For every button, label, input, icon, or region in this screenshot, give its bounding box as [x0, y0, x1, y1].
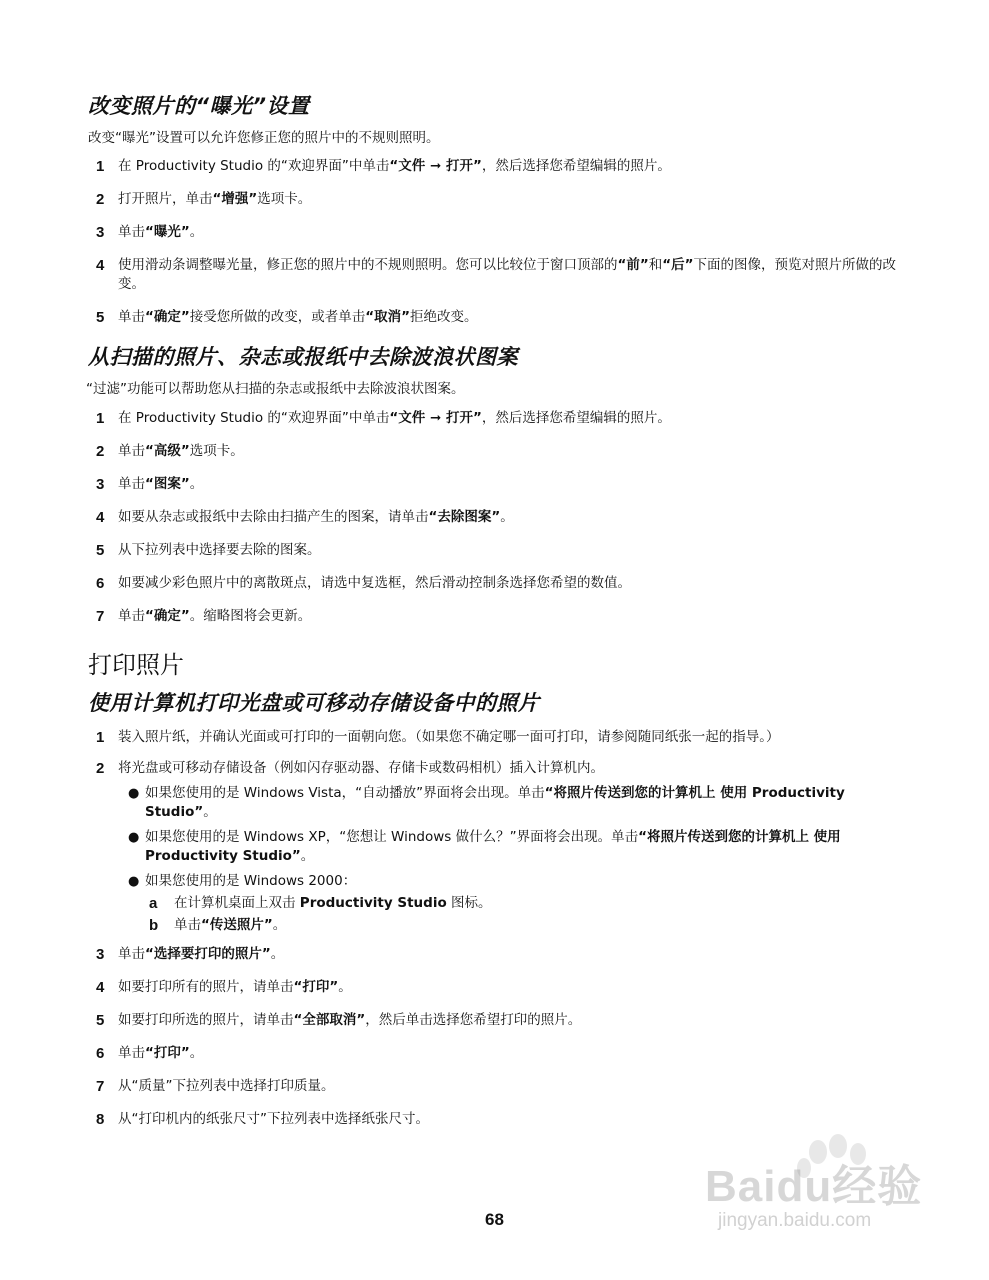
sub-step-a [145, 894, 896, 913]
step-text: 下面的图像，预览对照片所做的改变。 [118, 257, 896, 292]
step-7 [96, 607, 896, 626]
step-number: 1 [96, 158, 105, 175]
step-2 [96, 759, 896, 935]
bullet-dot: ● [128, 874, 140, 889]
sub-step-ui-label: Productivity Studio [299, 895, 447, 911]
step-1 [96, 157, 896, 176]
section-intro-pattern: “过滤”功能可以帮助您从扫描的杂志或报纸中去除波浪状图案。 [86, 381, 465, 397]
step-number: 4 [96, 257, 105, 274]
step-text: 单击 [118, 309, 145, 325]
sub-step-letter: a [149, 895, 158, 912]
step-5 [96, 541, 896, 560]
step-text: ，然后选择您希望编辑的照片。 [481, 158, 671, 174]
sub-step-letter: b [149, 917, 159, 934]
step-4 [96, 978, 896, 997]
step-5 [96, 1011, 896, 1030]
section-title-pattern: 从扫描的照片、杂志或报纸中去除波浪状图案 [88, 345, 518, 369]
sub-step-text: 。 [272, 917, 287, 933]
bullet-ui-label: “将照片传送到您的计算机上 使用 Productivity Studio” [145, 829, 841, 864]
step-number: 6 [96, 1045, 105, 1062]
step-number: 7 [96, 1078, 105, 1095]
bullet-item-2000 [118, 872, 896, 935]
step-ui-label: “高级” [145, 443, 190, 459]
section-intro-exposure: 改变“曝光”设置可以允许您修正您的照片中的不规则照明。 [88, 130, 440, 146]
step-ui-label: “增强” [212, 191, 258, 207]
bullet-dot: ● [128, 830, 140, 845]
step-number: 4 [96, 509, 105, 526]
sub-step-text: 图标。 [446, 895, 492, 911]
step-text: 单击 [118, 946, 145, 962]
step-2 [96, 190, 896, 209]
step-ui-label: “全部取消” [293, 1012, 366, 1028]
step-ui-label: “后” [662, 257, 694, 273]
bullet-text: 如果您使用的是 Windows XP，“您想让 Windows 做什么？”界面将会出现。单击 [145, 829, 639, 845]
step-1 [96, 728, 896, 747]
step-text: ，然后单击选择您希望打印的照片。 [365, 1012, 582, 1028]
step-7 [96, 1077, 896, 1096]
step-text: 打开照片，单击 [118, 191, 213, 207]
sub-step-list [145, 894, 896, 935]
step-number: 5 [96, 1012, 105, 1029]
sub-step-text: 单击 [174, 917, 201, 933]
step-ui-label: “打印” [293, 979, 339, 995]
step-number: 4 [96, 979, 105, 996]
bullet-item-xp [118, 828, 896, 866]
step-text: 单击 [118, 1045, 145, 1061]
step-ui-label: “确定” [145, 608, 190, 624]
step-number: 8 [96, 1111, 105, 1128]
step-ui-label: “前” [617, 257, 649, 273]
step-number: 1 [96, 729, 105, 746]
step-number: 3 [96, 476, 105, 493]
step-text: 选项卡。 [189, 443, 244, 459]
step-text: 。缩略图将会更新。 [189, 608, 312, 624]
step-text: 使用滑动条调整曝光量，修正您的照片中的不规则照明。您可以比较位于窗口顶部的 [118, 257, 618, 273]
sub-step-b [145, 916, 896, 935]
bullet-dot: ● [128, 786, 140, 801]
bullet-text: 。 [203, 804, 217, 820]
step-ui-label: “去除图案” [428, 509, 501, 525]
step-text: 单击 [118, 608, 145, 624]
step-text: 。 [338, 979, 352, 995]
step-text: 单击 [118, 476, 145, 492]
sub-step-ui-label: “传送照片” [201, 917, 273, 933]
step-text: 从“打印机内的纸张尺寸”下拉列表中选择纸张尺寸。 [118, 1111, 429, 1127]
bullet-text: 如果您使用的是 Windows Vista，“自动播放”界面将会出现。单击 [145, 785, 545, 801]
step-text: 从下拉列表中选择要去除的图案。 [118, 542, 321, 558]
step-number: 2 [96, 760, 105, 777]
step-text: 。 [189, 476, 204, 492]
step-ui-label: “打印” [145, 1045, 190, 1061]
step-number: 3 [96, 946, 105, 963]
step-text: 拒绝改变。 [410, 309, 478, 325]
step-text: 。 [189, 1045, 204, 1061]
bullet-text: 如果您使用的是 Windows 2000： [145, 873, 357, 889]
step-ui-label: “文件 ➞ 打开” [389, 158, 482, 174]
step-6 [96, 574, 896, 593]
step-number: 5 [96, 542, 105, 559]
watermark-logo: Baidu经验 [705, 1162, 923, 1211]
step-number: 2 [96, 443, 105, 460]
page-number: 68 [485, 1210, 504, 1229]
step-number: 1 [96, 410, 105, 427]
section-title-exposure: 改变照片的“曝光”设置 [88, 94, 310, 118]
step-4 [96, 256, 896, 294]
step-6 [96, 1044, 896, 1063]
step-text: 如要减少彩色照片中的离散斑点，请选中复选框，然后滑动控制条选择您希望的数值。 [118, 575, 631, 591]
step-text: 在 Productivity Studio 的“欢迎界面”中单击 [118, 410, 390, 426]
step-ui-label: “选择要打印的照片” [145, 946, 271, 962]
bullet-item-vista [118, 784, 896, 822]
step-text: 接受您所做的改变，或者单击 [189, 309, 366, 325]
step-ui-label: “确定” [145, 309, 190, 325]
step-text: 单击 [118, 443, 145, 459]
step-number: 6 [96, 575, 105, 592]
step-number: 5 [96, 309, 105, 326]
step-number: 3 [96, 224, 105, 241]
step-text: 如要打印所有的照片，请单击 [118, 979, 294, 995]
bullet-text: 。 [300, 848, 315, 864]
steps-pattern [96, 409, 896, 626]
step-text: 如要打印所选的照片，请单击 [118, 1012, 294, 1028]
step-text: 。 [270, 946, 285, 962]
watermark-url: jingyan.baidu.com [718, 1210, 872, 1231]
step-text: 从“质量”下拉列表中选择打印质量。 [118, 1078, 335, 1094]
step-text: 装入照片纸，并确认光面或可打印的一面朝向您。（如果您不确定哪一面可打印，请参阅随同纸张一起的指导。） [118, 729, 780, 745]
step-ui-label: “文件 ➞ 打开” [389, 410, 482, 426]
step-1 [96, 409, 896, 428]
step-3 [96, 223, 896, 242]
step-5 [96, 308, 896, 327]
step-ui-label: “曝光” [145, 224, 190, 240]
step-8 [96, 1110, 896, 1129]
step-text: 和 [648, 257, 663, 273]
sub-step-text: 在计算机桌面上双击 [174, 895, 300, 911]
step-text: 。 [500, 509, 514, 525]
section-title-print-from-media: 使用计算机打印光盘或可移动存储设备中的照片 [88, 691, 540, 715]
step-text: ，然后选择您希望编辑的照片。 [481, 410, 671, 426]
step-number: 7 [96, 608, 105, 625]
step-number: 2 [96, 191, 105, 208]
step-4 [96, 508, 896, 527]
step-text: 。 [189, 224, 204, 240]
chapter-heading-print: 打印照片 [88, 651, 184, 679]
steps-print [96, 728, 896, 1129]
step-text: 在 Productivity Studio 的“欢迎界面”中单击 [118, 158, 390, 174]
step-text: 选项卡。 [257, 191, 312, 207]
step-ui-label: “取消” [365, 309, 410, 325]
bullet-ui-label: “将照片传送到您的计算机上 使用 Productivity Studio” [145, 785, 845, 820]
step-3 [96, 475, 896, 494]
step-text: 将光盘或可移动存储设备（例如闪存驱动器、存储卡或数码相机）插入计算机内。 [118, 760, 604, 776]
step-2 [96, 442, 896, 461]
bullet-list [118, 784, 896, 935]
step-3 [96, 945, 896, 964]
steps-exposure [96, 157, 896, 327]
step-text: 单击 [118, 224, 145, 240]
step-ui-label: “图案” [145, 476, 190, 492]
step-text: 如要从杂志或报纸中去除由扫描产生的图案，请单击 [118, 509, 429, 525]
